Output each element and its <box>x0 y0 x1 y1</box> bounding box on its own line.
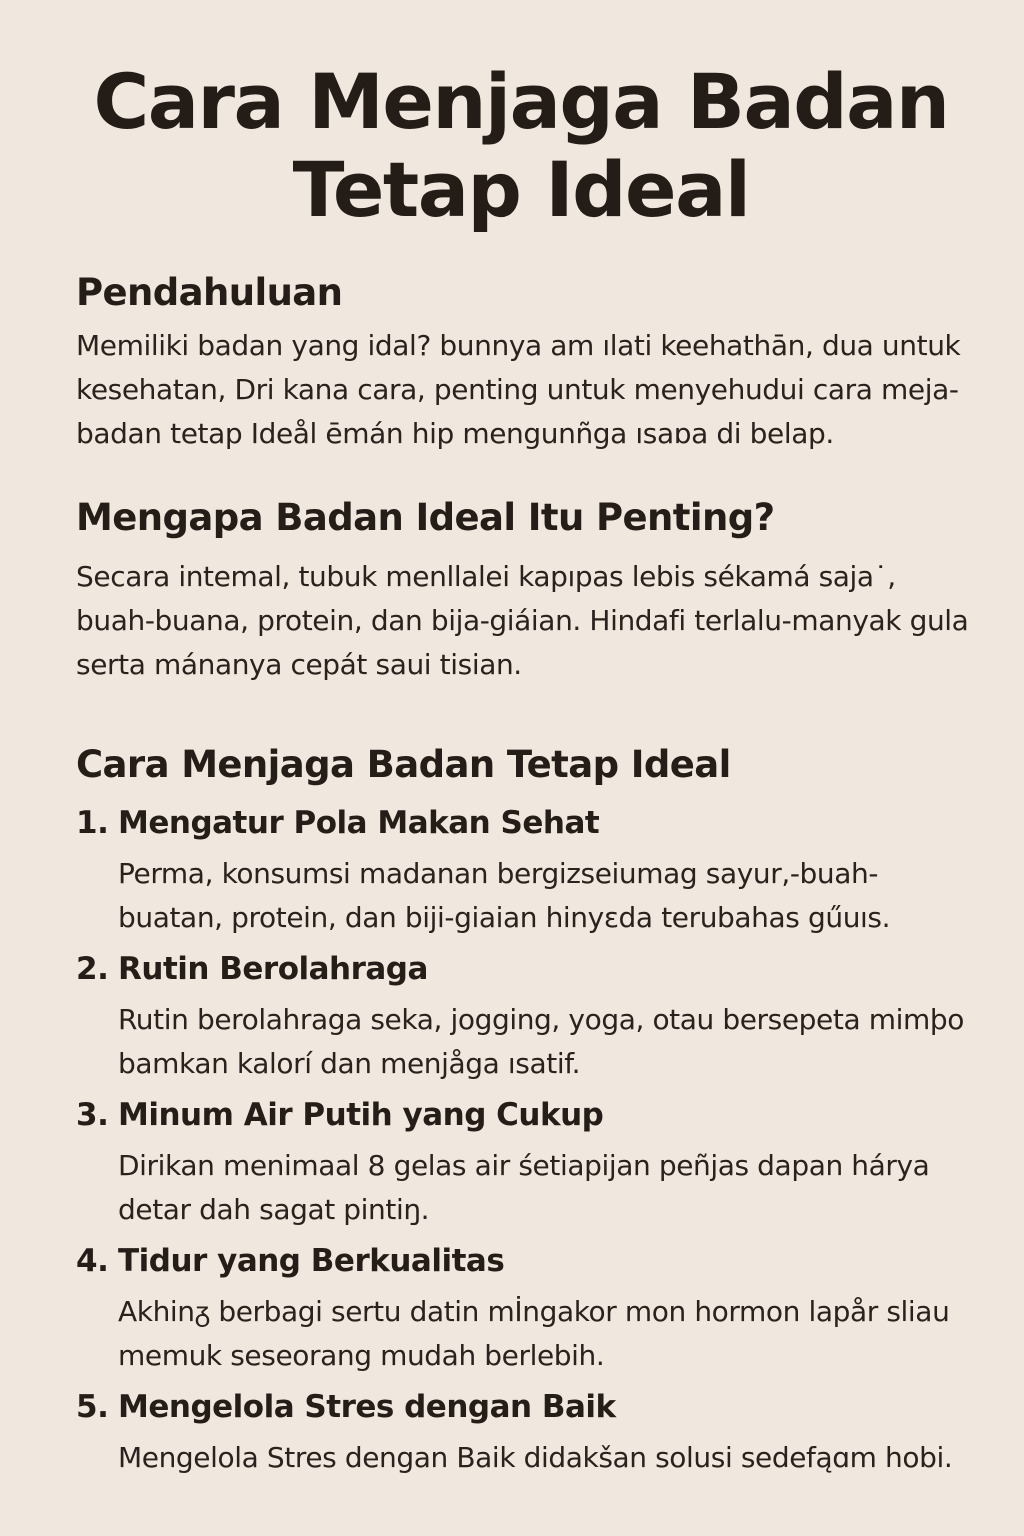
tip-header <box>76 948 976 990</box>
tip-header <box>76 1240 976 1282</box>
section-heading-why-important: Mengapa Badan Ideal Itu Penting? <box>76 496 775 539</box>
tip-header <box>76 802 976 844</box>
tip-description: Dirikan menimaal 8 gelas air śetiapijan peñjas dapan hárya detar dah sagat pintiŋ. <box>118 1149 930 1226</box>
list-item <box>76 948 976 1086</box>
list-number: 2. <box>76 951 109 987</box>
why-important-paragraph: Secara intemal, tubuk menllalei kapıpas lebis sékamá saja˙, buah-buana, protein, dan bija-giáian. Hindafi terlalu-manyak gula serta mánanya cepát saui tisian. <box>76 560 969 681</box>
list-number: 1. <box>76 805 109 841</box>
introduction-paragraph: Memiliki badan yang idal? bunnya am ılati keehathān, dua untuk kesehatan, Dri kana cara, penting untuk menyehudui cara meja- badan tetap Ideål ēmán hip mengunñga ısaɒa di belap. <box>76 329 961 450</box>
list-number: 3. <box>76 1097 109 1133</box>
tip-description: Perma, konsumsi madanan bergizseiumag sayur,-buah-buatan, protein, dan biji-giaian hinyɛda terubahas gűuıs. <box>118 857 891 934</box>
tip-title: Tidur yang Berkualitas <box>118 1243 505 1279</box>
list-number: 5. <box>76 1389 109 1425</box>
list-item <box>76 802 976 940</box>
tips-list <box>76 802 976 1480</box>
tip-title: Mengelola Stres dengan Baik <box>118 1389 616 1425</box>
tip-header <box>76 1386 976 1428</box>
tip-description: Akhinᵹ berbagi sertu datin mİngakor mon hormon lapår sliau memuk seseorang mudah berlebih. <box>118 1295 950 1372</box>
list-number: 4. <box>76 1243 109 1279</box>
tip-header <box>76 1094 976 1136</box>
article-title: Cara Menjaga Badan Tetap Ideal <box>93 57 949 234</box>
tip-description: Rutin berolahraga seka, jogging, yoga, otau bersepeta mimþo bamkan kalorí dan menjåga ısatif. <box>118 1003 964 1080</box>
section-heading-tips: Cara Menjaga Badan Tetap Ideal <box>76 743 731 786</box>
list-item <box>76 1386 976 1480</box>
section-heading-introduction: Pendahuluan <box>76 271 343 314</box>
list-item <box>76 1094 976 1232</box>
tip-description: Mengelola Stres dengan Baik didakšan solusi sedefąɑm hobi. <box>118 1441 953 1474</box>
tip-title: Rutin Berolahraga <box>118 951 428 987</box>
tip-title: Minum Air Putih yang Cukup <box>118 1097 604 1133</box>
list-item <box>76 1240 976 1378</box>
tip-title: Mengatur Pola Makan Sehat <box>118 805 600 841</box>
